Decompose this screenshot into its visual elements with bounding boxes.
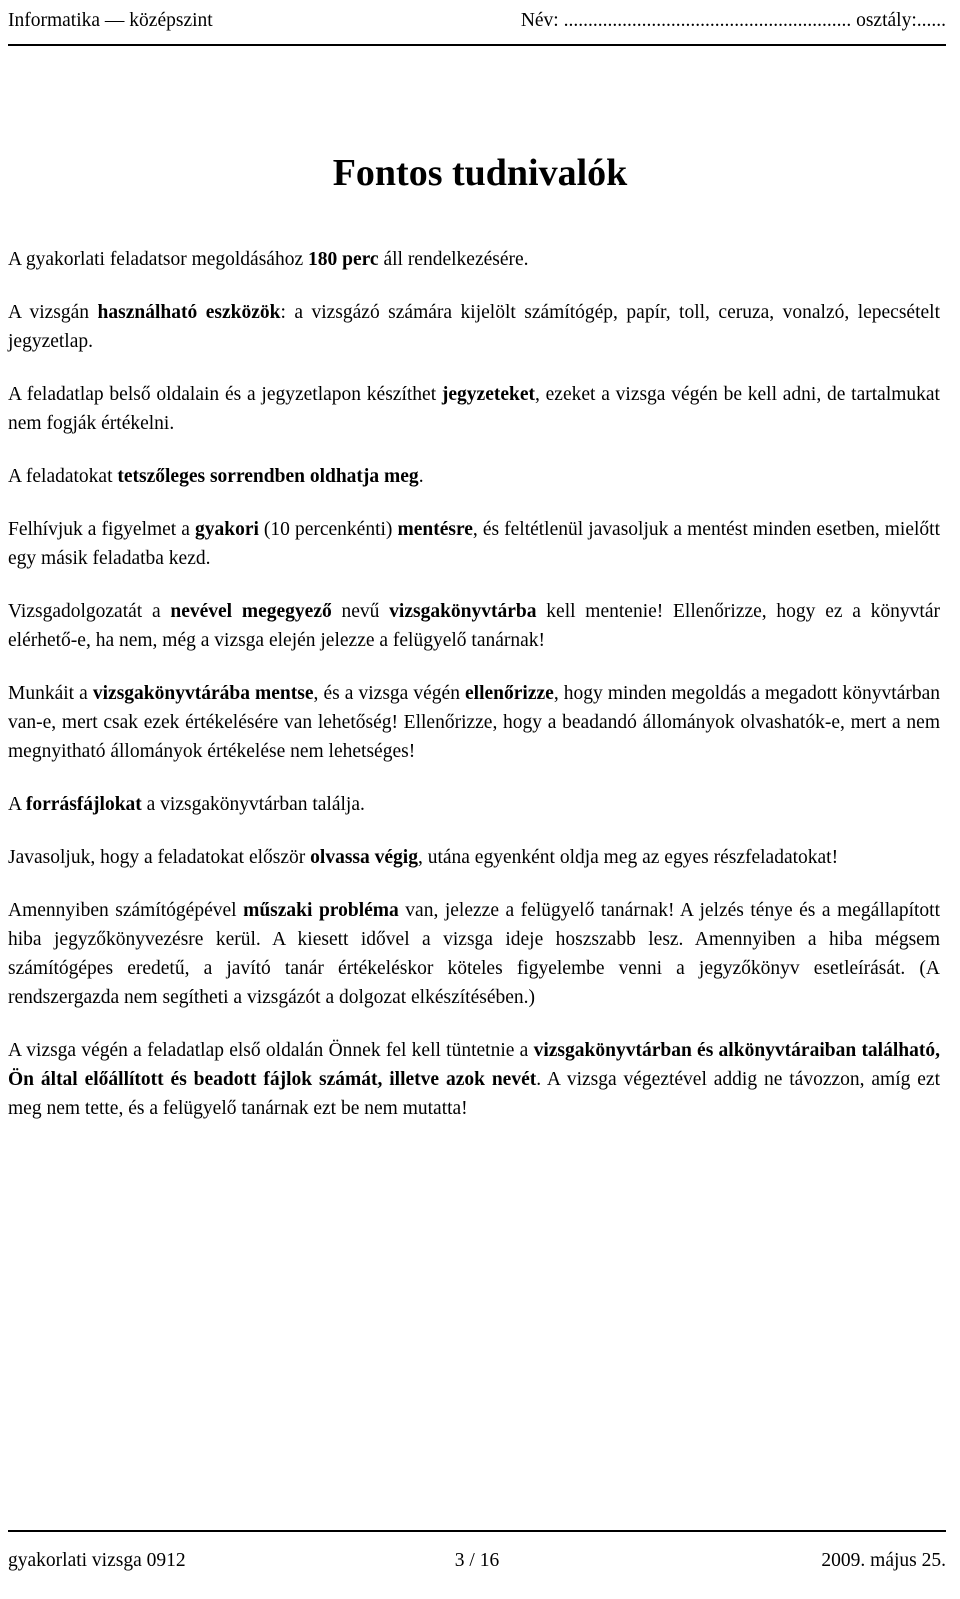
emphasis-text: forrásfájlokat xyxy=(25,794,142,815)
instruction-paragraph xyxy=(8,1036,940,1123)
footer-page-number: 3 / 16 xyxy=(454,1550,500,1571)
header-name-class-field: Név: ........................................................... osztály:...... xyxy=(520,10,946,31)
emphasis-text: vizsgakönyvtárban és alkönyvtáraiban található, Ön által előállított és beadott fájlok számát, illetve azok nevét xyxy=(8,1040,940,1090)
instruction-paragraph xyxy=(8,597,940,655)
instruction-paragraph xyxy=(8,462,940,491)
paragraph-text: , hogy minden megoldás a megadott könyvtárban van-e, mert csak ezek értékelésére van lehetőség! Ellenőrizze, hogy a beadandó állományok olvashatók-e, mert a nem megnyitható állományok értékelése nem lehetséges! xyxy=(8,683,941,762)
paragraph-text: A vizsga végén a feladatlap első oldalán Önnek fel kell tüntetnie a xyxy=(8,1040,534,1061)
emphasis-text: vizsgakönyvtárába mentse xyxy=(92,683,314,704)
paragraph-text: nevű xyxy=(331,601,390,622)
paragraph-text: A feladatlap belső oldalain és a jegyzetlapon készíthet xyxy=(8,384,442,405)
emphasis-text: mentésre xyxy=(397,519,473,540)
paragraph-text: Munkáit a xyxy=(8,683,93,704)
paragraph-text: van, jelezze a felügyelő tanárnak! A jelzés ténye és a megállapított hiba jegyzőkönyvezésre kerül. A kiesett idővel a vizsga ideje hoszszabb lesz. Amennyiben a hiba mégsem számítógépes eredetű, a javító tanár értékeléskor köteles figyelembe venni a jegyzőkönyv esetleírását. (A rendszergazda nem segítheti a vizsgázót a dolgozat elkészítésében.) xyxy=(8,900,940,1008)
paragraph-text: kell mentenie! Ellenőrizze, hogy ez a könyvtár elérhető-e, ha nem, még a vizsga elején jelezze a felügyelő tanárnak! xyxy=(8,601,941,651)
instruction-paragraph xyxy=(8,896,940,1012)
instruction-paragraph xyxy=(8,843,940,872)
paragraph-text: Felhívjuk a figyelmet a xyxy=(8,519,195,540)
header-subject: Informatika — középszint xyxy=(8,10,213,31)
emphasis-text: műszaki probléma xyxy=(243,900,399,921)
emphasis-text: gyakori xyxy=(194,519,259,540)
emphasis-text: használható eszközök xyxy=(97,302,281,323)
instructions-body xyxy=(8,245,940,1147)
paragraph-text: , és feltétlenül javasoljuk a mentést minden esetben, mielőtt egy másik feladatba kezd. xyxy=(8,519,940,569)
emphasis-text: nevével megegyező xyxy=(170,601,332,622)
paragraph-text: A xyxy=(8,794,26,815)
page-header xyxy=(8,4,946,46)
emphasis-text: olvassa végig xyxy=(310,847,418,868)
paragraph-text: (10 percenkénti) xyxy=(258,519,398,540)
emphasis-text: vizsgakönyvtárba xyxy=(389,601,537,622)
paragraph-text: Amennyiben számítógépével xyxy=(8,900,244,921)
instruction-paragraph xyxy=(8,245,940,274)
emphasis-text: jegyzeteket xyxy=(441,384,535,405)
page-footer xyxy=(8,1530,946,1599)
paragraph-text: a vizsgakönyvtárban találja. xyxy=(141,794,365,815)
instruction-paragraph xyxy=(8,515,940,573)
paragraph-text: , ezeket a vizsga végén be kell adni, de tartalmukat nem fogják értékelni. xyxy=(8,384,940,434)
paragraph-text: . xyxy=(418,466,424,487)
paragraph-text: áll rendelkezésére. xyxy=(378,249,529,270)
instruction-paragraph xyxy=(8,380,940,438)
paragraph-text: , és a vizsga végén xyxy=(313,683,466,704)
emphasis-text: ellenőrizze xyxy=(465,683,554,704)
footer-exam-id: gyakorlati vizsga 0912 xyxy=(8,1550,186,1571)
paragraph-text: , utána egyenként oldja meg az egyes részfeladatokat! xyxy=(417,847,839,868)
emphasis-text: 180 perc xyxy=(307,249,379,270)
paragraph-text: : a vizsgázó számára kijelölt számítógép, papír, toll, ceruza, vonalzó, lepecsételt jegyzetlap. xyxy=(8,302,940,352)
emphasis-text: tetszőleges sorrendben oldhatja meg xyxy=(117,466,419,487)
paragraph-text: Javasoljuk, hogy a feladatokat először xyxy=(8,847,311,868)
instruction-paragraph xyxy=(8,790,940,819)
paragraph-text: . A vizsga végeztével addig ne távozzon, amíg ezt meg nem tette, és a felügyelő tanárnak ezt be nem mutatta! xyxy=(8,1069,941,1119)
paragraph-text: A vizsgán xyxy=(8,302,98,323)
paragraph-text: Vizsgadolgozatát a xyxy=(8,601,171,622)
footer-date: 2009. május 25. xyxy=(821,1550,946,1571)
page-title: Fontos tudnivalók xyxy=(332,152,628,194)
instruction-paragraph xyxy=(8,298,940,356)
instruction-paragraph xyxy=(8,679,940,766)
paragraph-text: A gyakorlati feladatsor megoldásához xyxy=(8,249,308,270)
paragraph-text: A feladatokat xyxy=(8,466,118,487)
